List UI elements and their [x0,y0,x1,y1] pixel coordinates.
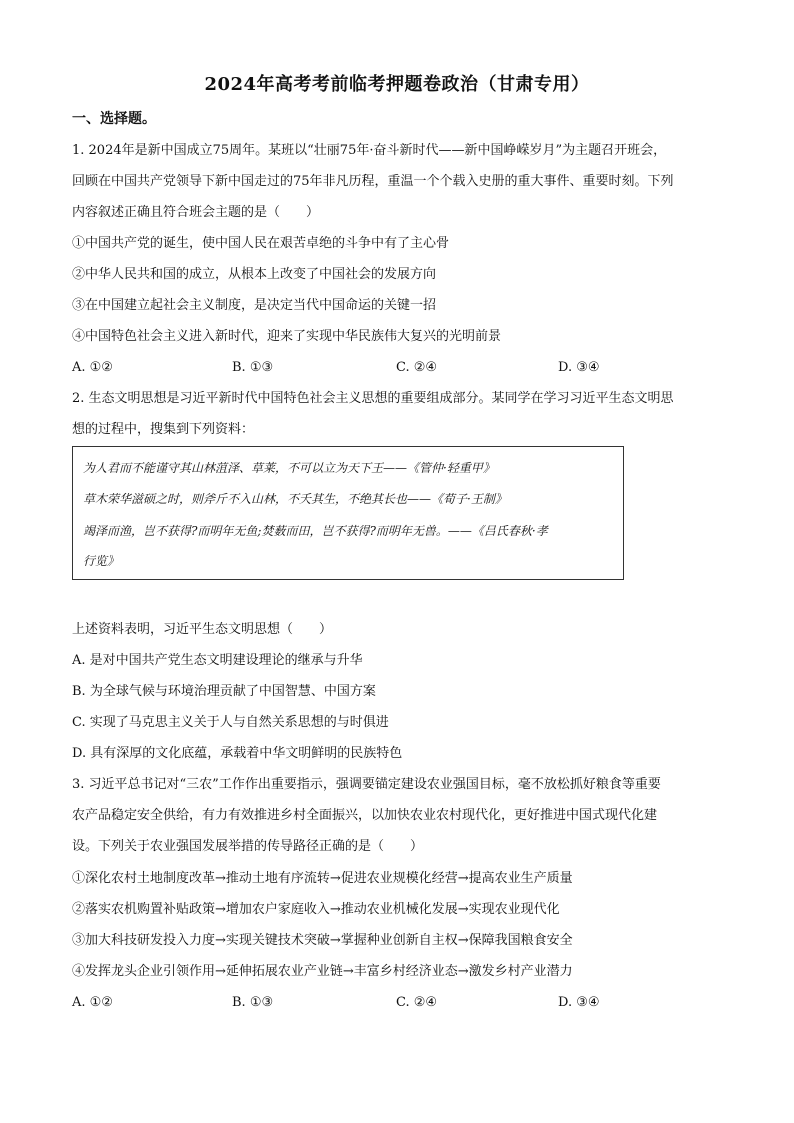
q3-option-c[interactable]: C. ②④ [396,995,438,1010]
q3-options [72,993,732,1013]
q2-stem: 上述资料表明，习近平生态文明思想（ ） [72,622,333,637]
q1-option-c[interactable]: C. ②④ [396,360,438,375]
q3-option-b[interactable]: B. ①③ [232,995,274,1010]
q3-statement: ②落实农机购置补贴政策→增加农户家庭收入→推动农业机械化发展→实现农业现代化 [72,902,560,917]
material-quote: 竭泽而渔，岂不获得?而明年无鱼;焚薮而田，岂不获得?而明年无兽。——《吕氏春秋·孝 [83,524,548,538]
q3-statement: ④发挥龙头企业引领作用→延伸拓展农业产业链→丰富乡村经济业态→激发乡村产业潜力 [72,964,573,979]
q3-line: 设。下列关于农业强国发展举措的传导路径正确的是（ ） [72,839,424,854]
q1-statement: ②中华人民共和国的成立，从根本上改变了中国社会的发展方向 [72,267,437,282]
q3-statement: ①深化农村土地制度改革→推动土地有序流转→促进农业规模化经营→提高农业生产质量 [72,871,573,886]
q3-line: 农产品稳定安全供给，有力有效推进乡村全面振兴，以加快农业农村现代化，更好推进中国式现代化建 [72,808,658,823]
q2-option-a[interactable]: A. 是对中国共产党生态文明建设理论的继承与升华 [72,653,363,668]
q1-statement: ①中国共产党的诞生，使中国人民在艰苦卓绝的斗争中有了主心骨 [72,236,450,251]
q2-option-b[interactable]: B. 为全球气候与环境治理贡献了中国智慧、中国方案 [72,684,376,699]
q1-option-a[interactable]: A. ①② [72,360,113,375]
q3-option-d[interactable]: D. ③④ [558,995,600,1010]
q2-option-c[interactable]: C. 实现了马克思主义关于人与自然关系思想的与时俱进 [72,715,389,730]
q3-statement: ③加大科技研发投入力度→实现关键技术突破→掌握种业创新自主权→保障我国粮食安全 [72,933,573,948]
q1-line: 回顾在中国共产党领导下新中国走过的75年非凡历程，重温一个个载入史册的重大事件、重要时刻。下列 [72,174,674,189]
q1-line: 内容叙述正确且符合班会主题的是（ ） [72,205,320,220]
q2-line: 想的过程中，搜集到下列资料： [72,422,255,437]
q1-option-b[interactable]: B. ①③ [232,360,274,375]
q3-option-a[interactable]: A. ①② [72,995,113,1010]
material-quote: 草木荣华滋硕之时，则斧斤不入山林，不夭其生，不绝其长也——《荀子·王制》 [83,492,507,506]
material-quote: 行览》 [83,554,120,568]
q2-line: 2. 生态文明思想是习近平新时代中国特色社会主义思想的重要组成部分。某同学在学习习近平生态文明思 [72,391,674,406]
page-title: 2024年高考考前临考押题卷政治（甘肃专用） [204,74,590,95]
q1-options [72,358,732,378]
q1-statement: ④中国特色社会主义进入新时代，迎来了实现中华民族伟大复兴的光明前景 [72,329,502,344]
material-box [72,446,624,580]
q2-option-d[interactable]: D. 具有深厚的文化底蕴，承载着中华文明鲜明的民族特色 [72,746,403,761]
q1-option-d[interactable]: D. ③④ [558,360,600,375]
material-quote: 为人君而不能谨守其山林菹泽、草莱，不可以立为天下王——《管仲·轻重甲》 [83,461,495,475]
q1-statement: ③在中国建立起社会主义制度，是决定当代中国命运的关键一招 [72,298,437,313]
q3-line: 3. 习近平总书记对“三农”工作作出重要指示，强调要锚定建设农业强国目标，毫不放松抓好粮食等重要 [72,777,661,792]
q1-line: 1. 2024年是新中国成立75周年。某班以“壮丽75年·奋斗新时代——新中国峥嵘岁月”为主题召开班会， [72,143,667,158]
section-heading: 一、选择题。 [72,111,156,127]
